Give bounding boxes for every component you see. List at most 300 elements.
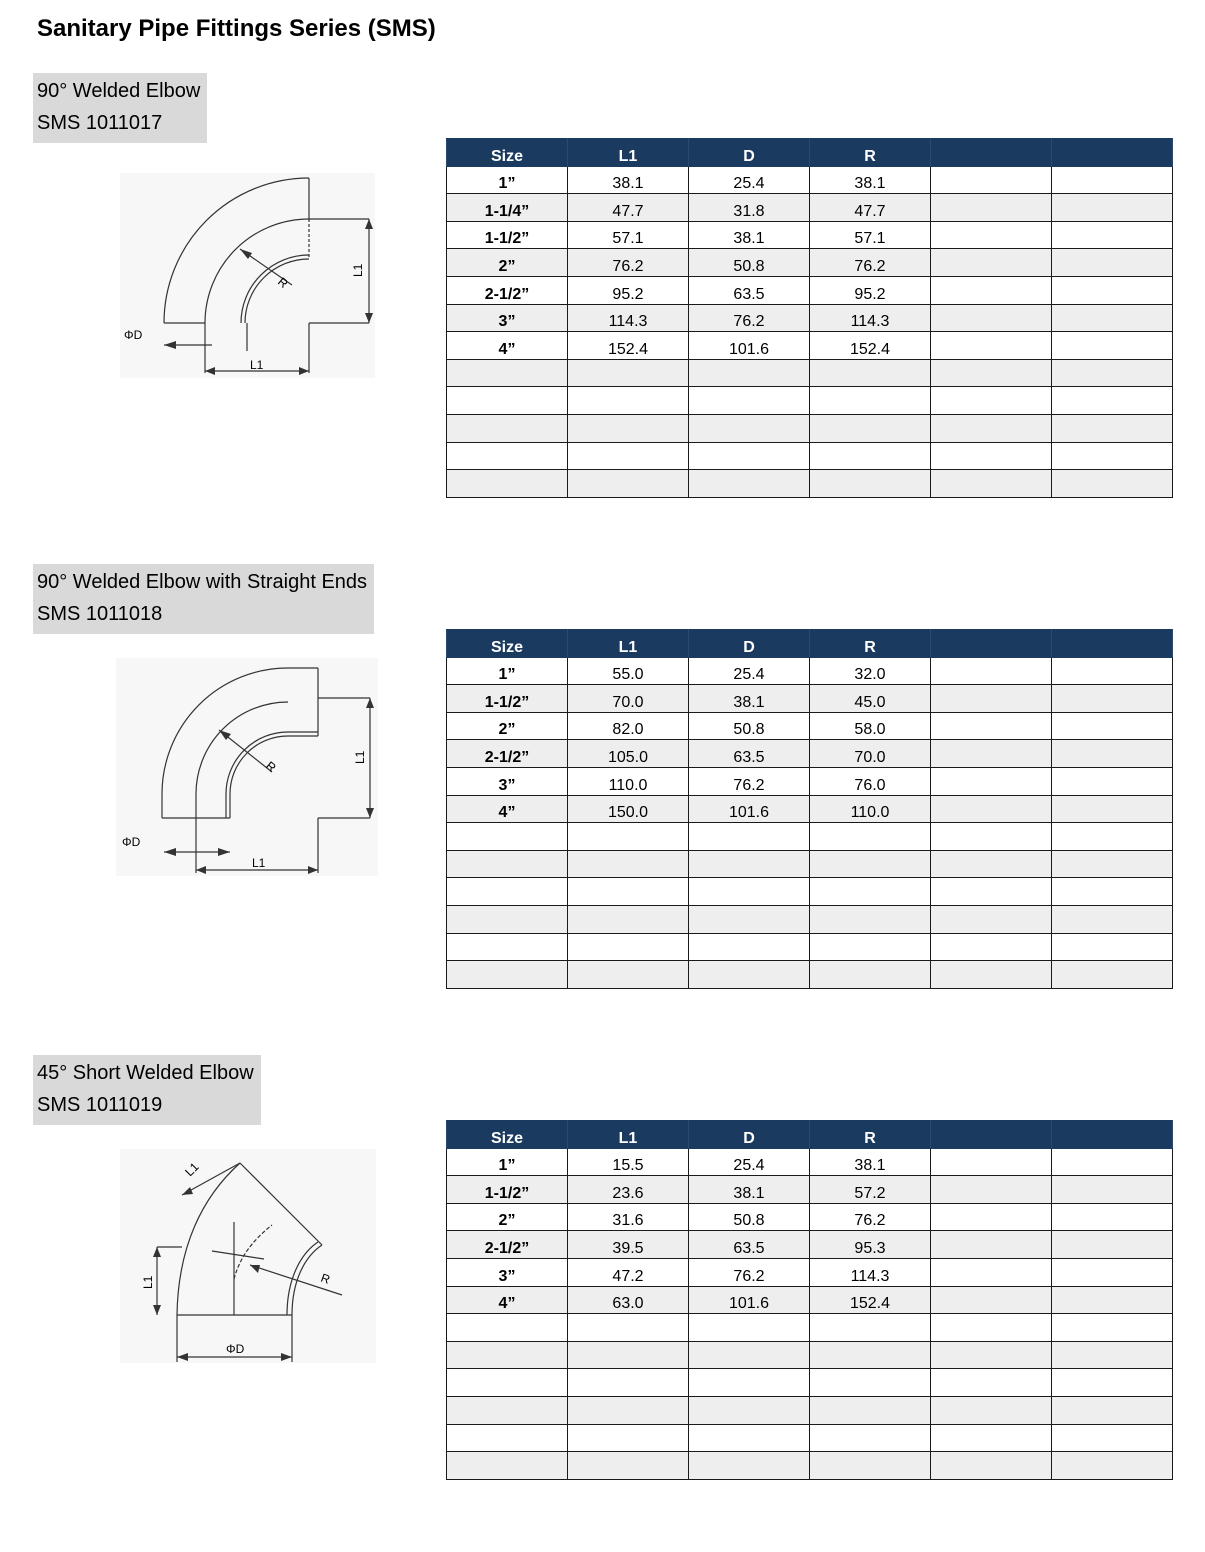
value-cell: 50.8 [689,1203,810,1231]
radius-label: R [275,274,291,291]
table-row [447,166,1173,194]
value-cell [689,1396,810,1424]
size-cell [447,470,568,498]
value-cell [568,1314,689,1342]
table-row [447,850,1173,878]
value-cell: 55.0 [568,657,689,685]
value-cell: 95.3 [810,1231,931,1259]
length-h-label: L1 [182,1159,202,1180]
diameter-label: ΦD [226,1342,245,1356]
radius-label: R [318,1270,332,1287]
size-cell [447,933,568,961]
table-row [447,878,1173,906]
section-label [33,1055,261,1125]
table-row [447,359,1173,387]
table-row [447,304,1173,332]
value-cell [810,1452,931,1480]
value-cell [1052,767,1173,795]
value-cell: 25.4 [689,657,810,685]
value-cell: 50.8 [689,712,810,740]
size-cell: 1-1/2” [447,685,568,713]
value-cell: 25.4 [689,1148,810,1176]
table-row [447,1286,1173,1314]
size-cell: 2” [447,1203,568,1231]
value-cell: 47.7 [568,194,689,222]
value-cell: 38.1 [689,685,810,713]
length-v-label: L1 [141,1275,155,1289]
value-cell [931,740,1052,768]
value-cell [689,878,810,906]
value-cell [568,1424,689,1452]
table-row [447,387,1173,415]
table-body [447,1148,1173,1479]
value-cell: 76.2 [810,1203,931,1231]
value-cell: 95.2 [568,276,689,304]
size-cell: 4” [447,1286,568,1314]
value-cell [931,194,1052,222]
column-header: L1 [568,139,689,167]
value-cell: 38.1 [689,221,810,249]
value-cell [1052,332,1173,360]
value-cell [568,878,689,906]
size-cell [447,1452,568,1480]
value-cell: 150.0 [568,795,689,823]
elbow-45-drawing [112,1147,382,1367]
section-code: SMS 1011019 [37,1094,163,1116]
size-cell: 3” [447,304,568,332]
value-cell [931,221,1052,249]
value-cell [568,961,689,989]
value-cell [931,767,1052,795]
table-header-row [447,1121,1173,1149]
value-cell [1052,470,1173,498]
value-cell: 76.2 [810,249,931,277]
table-row [447,1231,1173,1259]
column-header [931,139,1052,167]
value-cell [931,1148,1052,1176]
diameter-label: ΦD [122,835,141,849]
dimension-table [446,1120,1173,1480]
value-cell [689,1452,810,1480]
section-label [33,73,207,143]
section-name: 90° Welded Elbow with Straight Ends [37,571,368,593]
table-row [447,1258,1173,1286]
value-cell: 105.0 [568,740,689,768]
value-cell [931,166,1052,194]
value-cell [1052,1424,1173,1452]
value-cell [568,933,689,961]
value-cell [1052,823,1173,851]
table-header-row [447,139,1173,167]
value-cell [1052,359,1173,387]
value-cell [568,905,689,933]
dimension-table [446,629,1173,989]
elbow-90-straight-drawing [112,658,382,878]
value-cell [689,1341,810,1369]
column-header: Size [447,139,568,167]
value-cell [568,359,689,387]
column-header: Size [447,1121,568,1149]
table-body [447,657,1173,988]
value-cell: 76.2 [568,249,689,277]
table-row [447,1452,1173,1480]
table-row [447,961,1173,989]
value-cell [931,1231,1052,1259]
value-cell: 76.2 [689,304,810,332]
size-cell: 2” [447,249,568,277]
value-cell: 63.5 [689,276,810,304]
table-row [447,1369,1173,1397]
value-cell [1052,933,1173,961]
value-cell [568,1341,689,1369]
elbow-90-diagram [112,173,382,383]
value-cell [568,387,689,415]
value-cell [931,1258,1052,1286]
section-name: 90° Welded Elbow [37,80,201,102]
column-header: D [689,630,810,658]
value-cell [810,1396,931,1424]
length-v-label: L1 [351,263,365,277]
value-cell: 63.5 [689,740,810,768]
column-header: L1 [568,630,689,658]
value-cell [568,850,689,878]
table-row [447,1341,1173,1369]
size-cell: 2” [447,712,568,740]
value-cell [689,823,810,851]
value-cell [931,387,1052,415]
value-cell [931,1203,1052,1231]
value-cell [1052,905,1173,933]
size-cell [447,387,568,415]
value-cell [689,1369,810,1397]
column-header [931,1121,1052,1149]
value-cell [931,905,1052,933]
value-cell: 58.0 [810,712,931,740]
value-cell [1052,1314,1173,1342]
table-row [447,221,1173,249]
value-cell [689,359,810,387]
value-cell: 31.8 [689,194,810,222]
value-cell [810,850,931,878]
size-cell [447,1369,568,1397]
value-cell [1052,878,1173,906]
size-cell [447,1396,568,1424]
value-cell [568,414,689,442]
value-cell [931,1286,1052,1314]
value-cell: 32.0 [810,657,931,685]
value-cell [1052,850,1173,878]
value-cell: 152.4 [810,1286,931,1314]
value-cell: 38.1 [689,1176,810,1204]
value-cell [689,414,810,442]
value-cell: 38.1 [568,166,689,194]
table-row [447,470,1173,498]
value-cell [810,414,931,442]
value-cell: 47.7 [810,194,931,222]
value-cell [810,961,931,989]
value-cell: 76.0 [810,767,931,795]
value-cell: 57.2 [810,1176,931,1204]
table-body [447,166,1173,497]
value-cell [931,359,1052,387]
elbow-45-diagram [112,1147,382,1367]
section-name: 45° Short Welded Elbow [37,1062,254,1084]
value-cell [810,933,931,961]
value-cell [931,878,1052,906]
value-cell [931,933,1052,961]
value-cell [1052,1176,1173,1204]
value-cell [1052,1369,1173,1397]
value-cell [931,414,1052,442]
table-row [447,414,1173,442]
diameter-label: ΦD [124,328,143,342]
elbow-90-straight-diagram [112,658,382,878]
value-cell [810,1424,931,1452]
table-row [447,795,1173,823]
size-cell [447,878,568,906]
table-row [447,905,1173,933]
table-row [447,657,1173,685]
table-header-row [447,630,1173,658]
value-cell [689,961,810,989]
table-row [447,823,1173,851]
value-cell [810,359,931,387]
value-cell: 70.0 [810,740,931,768]
section-code: SMS 1011018 [37,603,163,625]
value-cell [810,470,931,498]
value-cell [931,1341,1052,1369]
value-cell [568,1396,689,1424]
value-cell [568,823,689,851]
value-cell: 57.1 [810,221,931,249]
value-cell [689,387,810,415]
table-row [447,276,1173,304]
elbow-90-drawing [112,173,382,383]
value-cell [1052,1258,1173,1286]
value-cell: 152.4 [568,332,689,360]
value-cell: 63.5 [689,1231,810,1259]
size-cell: 3” [447,1258,568,1286]
column-header: L1 [568,1121,689,1149]
value-cell [689,850,810,878]
size-cell: 1-1/4” [447,194,568,222]
value-cell [568,470,689,498]
table-row [447,933,1173,961]
size-cell: 4” [447,332,568,360]
size-cell: 1” [447,657,568,685]
value-cell [810,1369,931,1397]
table-row [447,249,1173,277]
size-cell: 1-1/2” [447,221,568,249]
value-cell [1052,1396,1173,1424]
value-cell [1052,304,1173,332]
table-row [447,767,1173,795]
value-cell: 63.0 [568,1286,689,1314]
value-cell [1052,442,1173,470]
value-cell [1052,249,1173,277]
table-row [447,740,1173,768]
value-cell: 101.6 [689,795,810,823]
size-cell: 2-1/2” [447,1231,568,1259]
table-row [447,1148,1173,1176]
value-cell [1052,414,1173,442]
value-cell [568,442,689,470]
value-cell [931,795,1052,823]
value-cell: 38.1 [810,1148,931,1176]
value-cell: 25.4 [689,166,810,194]
value-cell [931,823,1052,851]
value-cell [1052,1231,1173,1259]
size-cell [447,905,568,933]
value-cell [689,933,810,961]
value-cell: 114.3 [568,304,689,332]
value-cell [1052,657,1173,685]
value-cell [1052,795,1173,823]
table-row [447,332,1173,360]
value-cell: 76.2 [689,1258,810,1286]
value-cell: 38.1 [810,166,931,194]
value-cell: 50.8 [689,249,810,277]
column-header: Size [447,630,568,658]
value-cell: 23.6 [568,1176,689,1204]
value-cell [931,304,1052,332]
value-cell: 39.5 [568,1231,689,1259]
value-cell: 110.0 [568,767,689,795]
value-cell [931,1424,1052,1452]
value-cell [689,470,810,498]
value-cell [931,1452,1052,1480]
size-cell: 1” [447,166,568,194]
size-cell: 4” [447,795,568,823]
value-cell: 95.2 [810,276,931,304]
value-cell [1052,740,1173,768]
column-header [1052,1121,1173,1149]
value-cell [689,905,810,933]
value-cell: 45.0 [810,685,931,713]
value-cell [1052,1452,1173,1480]
size-cell: 1” [447,1148,568,1176]
value-cell [689,442,810,470]
value-cell [931,1176,1052,1204]
value-cell [931,276,1052,304]
table-row [447,194,1173,222]
size-cell: 2-1/2” [447,740,568,768]
value-cell [1052,1341,1173,1369]
value-cell: 47.2 [568,1258,689,1286]
size-cell [447,359,568,387]
value-cell [1052,685,1173,713]
size-cell [447,442,568,470]
value-cell [931,249,1052,277]
column-header [931,630,1052,658]
value-cell: 152.4 [810,332,931,360]
length-h-label: L1 [252,856,266,870]
length-v-label: L1 [353,750,367,764]
value-cell [1052,1203,1173,1231]
size-cell [447,1424,568,1452]
value-cell [810,878,931,906]
value-cell [1052,194,1173,222]
value-cell [810,1314,931,1342]
size-cell: 1-1/2” [447,1176,568,1204]
column-header: D [689,139,810,167]
value-cell [1052,961,1173,989]
value-cell: 114.3 [810,304,931,332]
value-cell [568,1369,689,1397]
value-cell [931,442,1052,470]
value-cell [931,332,1052,360]
size-cell [447,850,568,878]
value-cell [1052,387,1173,415]
value-cell [1052,166,1173,194]
value-cell [689,1424,810,1452]
value-cell [931,1369,1052,1397]
column-header: R [810,1121,931,1149]
value-cell [1052,1286,1173,1314]
value-cell: 15.5 [568,1148,689,1176]
column-header: R [810,630,931,658]
value-cell: 114.3 [810,1258,931,1286]
value-cell: 101.6 [689,332,810,360]
value-cell [810,823,931,851]
value-cell [931,850,1052,878]
section-label [33,564,374,634]
value-cell [931,657,1052,685]
table-row [447,712,1173,740]
value-cell: 70.0 [568,685,689,713]
value-cell [810,442,931,470]
column-header: R [810,139,931,167]
value-cell [931,685,1052,713]
value-cell: 110.0 [810,795,931,823]
column-header [1052,630,1173,658]
table-row [447,1314,1173,1342]
size-cell [447,414,568,442]
value-cell [931,961,1052,989]
value-cell [568,1452,689,1480]
column-header: D [689,1121,810,1149]
value-cell [931,1314,1052,1342]
size-cell [447,961,568,989]
table-row [447,442,1173,470]
radius-label: R [263,758,279,775]
table-row [447,1176,1173,1204]
table-row [447,1203,1173,1231]
size-cell: 2-1/2” [447,276,568,304]
value-cell: 82.0 [568,712,689,740]
value-cell [810,387,931,415]
size-cell: 3” [447,767,568,795]
size-cell [447,1341,568,1369]
section-code: SMS 1011017 [37,112,163,134]
value-cell: 76.2 [689,767,810,795]
value-cell [1052,1148,1173,1176]
value-cell [1052,221,1173,249]
value-cell [810,905,931,933]
dimension-table [446,138,1173,498]
column-header [1052,139,1173,167]
value-cell: 57.1 [568,221,689,249]
value-cell [1052,276,1173,304]
value-cell [689,1314,810,1342]
value-cell [1052,712,1173,740]
value-cell [931,712,1052,740]
table-row [447,685,1173,713]
table-row [447,1396,1173,1424]
value-cell [810,1341,931,1369]
value-cell [931,1396,1052,1424]
value-cell: 101.6 [689,1286,810,1314]
